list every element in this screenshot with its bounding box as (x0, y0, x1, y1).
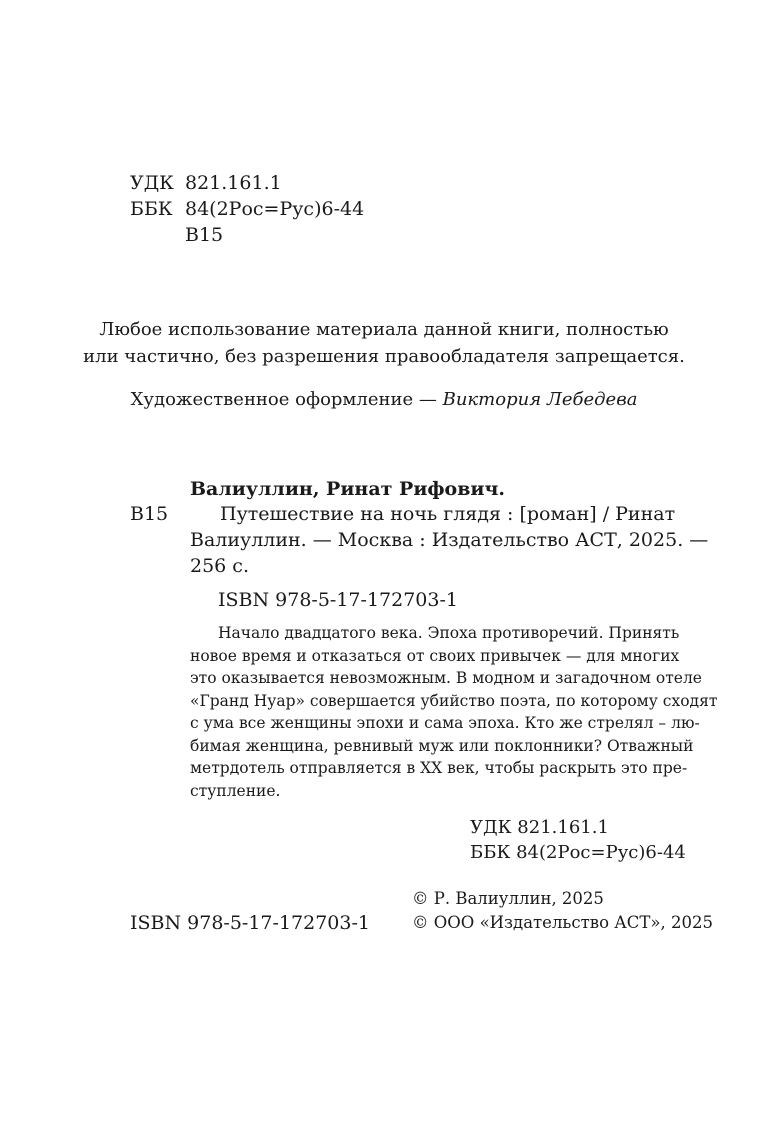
bbk-label: ББК (130, 198, 173, 220)
card-title-block (190, 501, 709, 579)
bbk-value: 84(2Рос=Рус)6-44 (185, 198, 365, 220)
copyright-publisher: © ООО «Издательство АСТ», 2025 (412, 913, 713, 932)
bottom-isbn: ISBN 978-5-17-172703-1 (130, 912, 370, 934)
author-heading: Валиуллин, Ринат Рифович. (190, 478, 506, 500)
bottom-classification (470, 815, 686, 865)
bbk-line (130, 196, 364, 222)
annotation-line: новое время и отказаться от своих привычек — для многих (190, 646, 680, 665)
copyright-notice-line-1: Любое использование материала данной книги, полностью (99, 319, 669, 340)
author-sign: В15 (185, 224, 224, 246)
title-line-1: Путешествие на ночь глядя : [роман] / Ринат (220, 503, 676, 525)
design-credit (0, 388, 768, 412)
annotation-line: с ума все женщины эпохи и сама эпоха. Кто же стрелял – лю- (190, 714, 700, 732)
udk-value: 821.161.1 (185, 172, 282, 194)
annotation-line: бимая женщина, ревнивый муж или поклонники? Отважный (190, 736, 694, 755)
udk-line (130, 170, 364, 196)
bottom-bbk: ББК 84(2Рос=Рус)6-44 (470, 842, 686, 863)
design-credit-name: Виктория Лебедева (442, 389, 638, 410)
annotation-line: метрдотель отправляется в XX век, чтобы раскрыть это пре- (190, 759, 688, 777)
author-sign-line (130, 222, 364, 248)
copyright-block (412, 887, 713, 935)
annotation-line: ступление. (190, 781, 281, 800)
card-author-sign: В15 (130, 503, 169, 525)
udk-label: УДК (130, 172, 174, 194)
annotation-line: «Гранд Нуар» совершается убийство поэта, по которому сходят (190, 691, 718, 710)
copyright-notice (0, 316, 768, 370)
annotation-line: Начало двадцатого века. Эпоха противоречий. Принять (218, 624, 680, 642)
annotation (190, 622, 718, 802)
bottom-udk: УДК 821.161.1 (470, 817, 609, 838)
copyright-notice-line-2: или частично, без разрешения правообладателя запрещается. (83, 346, 685, 367)
annotation-line: это оказывается невозможным. В модном и загадочном отеле (190, 669, 702, 687)
copyright-author: © Р. Валиуллин, 2025 (412, 889, 604, 908)
top-classification (130, 170, 364, 248)
design-credit-label: Художественное оформление — (130, 389, 443, 410)
title-line-3: 256 с. (190, 555, 249, 577)
title-line-2: Валиуллин. — Москва : Издательство АСТ, 2025. — (190, 529, 709, 551)
card-isbn: ISBN 978-5-17-172703-1 (218, 589, 458, 611)
